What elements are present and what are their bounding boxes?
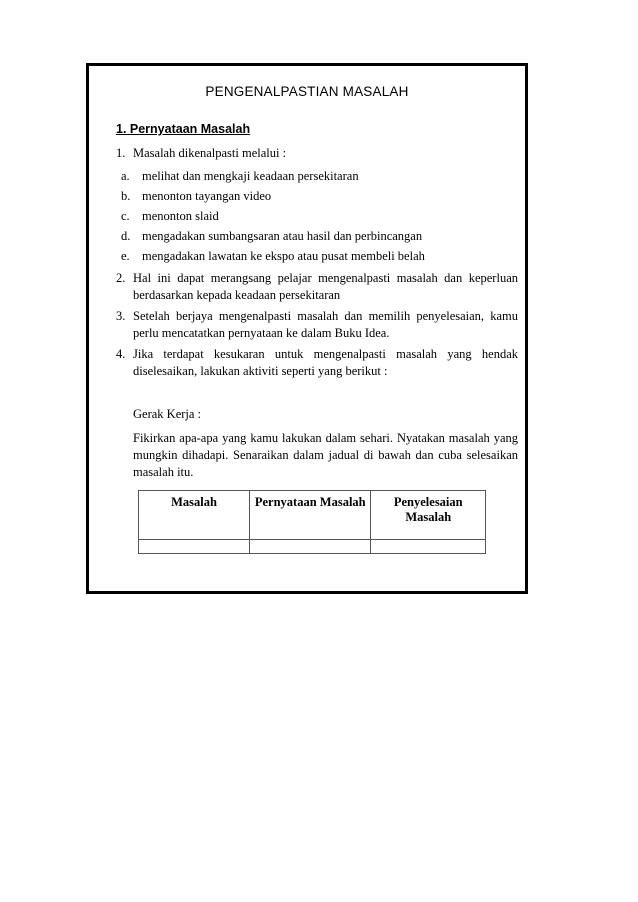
column-header-masalah: Masalah [139, 491, 250, 540]
page-title: PENGENALPASTIAN MASALAH [205, 84, 409, 99]
sub-item-text: mengadakan lawatan ke ekspo atau pusat membeli belah [142, 249, 425, 263]
table-header-row [139, 491, 486, 540]
sub-item [121, 186, 518, 206]
sub-item [121, 206, 518, 226]
item-list [116, 145, 518, 384]
gerak-kerja-label: Gerak Kerja : [133, 407, 202, 421]
item-number: 3. [116, 309, 126, 323]
gerak-kerja-block [133, 406, 518, 481]
table-cell-masalah[interactable] [139, 540, 250, 554]
sub-item-text: menonton slaid [142, 209, 219, 223]
sub-item-text: mengadakan sumbangsaran atau hasil dan perbincangan [142, 229, 423, 243]
sub-item-list [116, 166, 518, 266]
table-row [139, 540, 486, 554]
item-number: 4. [116, 347, 126, 361]
list-item [116, 308, 518, 342]
sub-item-letter: b. [121, 189, 131, 203]
section-heading: 1. Pernyataan Masalah [116, 122, 251, 136]
problem-table [138, 490, 486, 554]
item-text: Hal ini dapat merangsang pelajar mengenalpasti masalah dan keperluan berdasarkan kepada keadaan persekitaran [133, 271, 518, 302]
column-header-penyelesaian-masalah: Penyelesaian Masalah [371, 491, 486, 540]
sub-item-letter: c. [121, 209, 130, 223]
sub-item-letter: d. [121, 229, 131, 243]
table-cell-penyelesaian[interactable] [371, 540, 486, 554]
sub-item-letter: e. [121, 249, 130, 263]
item-text: Masalah dikenalpasti melalui : [133, 146, 287, 160]
sub-item [121, 226, 518, 246]
sub-item-text: menonton tayangan video [142, 189, 272, 203]
gerak-kerja-text: Fikirkan apa-apa yang kamu lakukan dalam sehari. Nyatakan masalah yang mungkin dihadapi. Senaraikan dalam jadual di bawah dan cuba selesaikan masalah itu. [133, 431, 518, 479]
item-number: 2. [116, 271, 126, 285]
sub-item-text: melihat dan mengkaji keadaan persekitaran [142, 169, 359, 183]
worksheet-frame [86, 63, 528, 594]
column-header-pernyataan-masalah: Pernyataan Masalah [250, 491, 371, 540]
sub-item [121, 246, 518, 266]
sub-item [121, 166, 518, 186]
list-item [116, 346, 518, 380]
item-text: Jika terdapat kesukaran untuk mengenalpasti masalah yang hendak diselesaikan, lakukan aktiviti seperti yang berikut : [133, 347, 518, 378]
table-cell-pernyataan[interactable] [250, 540, 371, 554]
list-item [116, 270, 518, 304]
item-number: 1. [116, 146, 126, 160]
list-item [116, 145, 518, 162]
sub-item-letter: a. [121, 169, 130, 183]
item-text: Setelah berjaya mengenalpasti masalah dan memilih penyelesaian, kamu perlu mencatatkan pernyataan ke dalam Buku Idea. [133, 309, 518, 340]
